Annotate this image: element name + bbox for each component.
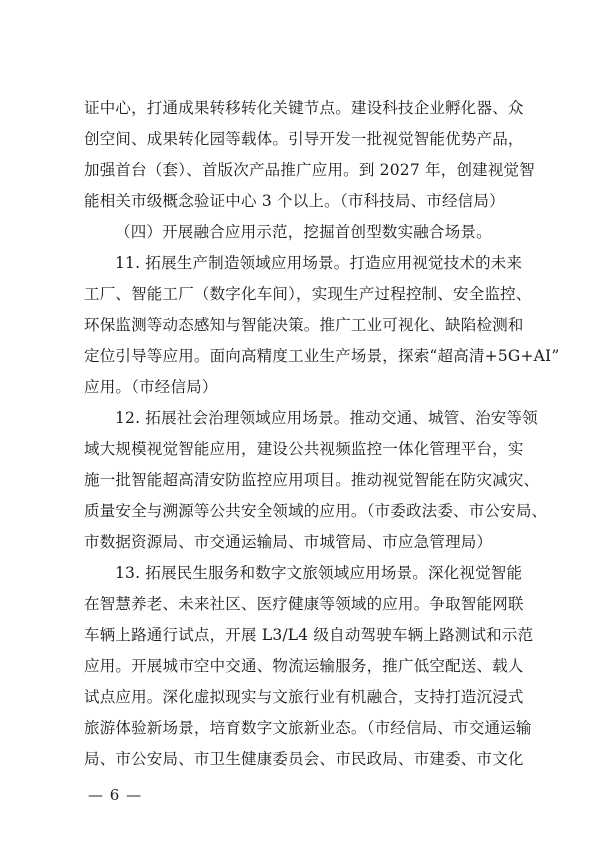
text-line: 应用。（市经信局） [84, 378, 218, 396]
text-line: 市数据资源局、市交通运输局、市城管局、市应急管理局） [84, 533, 493, 551]
text-line: 加强首台（套）、首版次产品推广应用。到 2027 年，创建视觉智 [84, 161, 535, 179]
paragraph-13-heading: 13. 拓展民生服务和数字文旅领域应用场景。深化视觉智能 [115, 564, 523, 582]
text-line: 旅游体验新场景，培育数字文旅新业态。（市经信局、市交通运输 [84, 719, 532, 737]
text-line: 能相关市级概念验证中心 3 个以上。（市科技局、市经信局） [84, 192, 505, 210]
text-line: 证中心，打通成果转移转化关键节点。建设科技企业孵化器、众 [84, 99, 524, 117]
text-line: 局、市公安局、市卫生健康委员会、市民政局、市建委、市文化 [84, 750, 524, 768]
text-line: 试点应用。深化虚拟现实与文旅行业有机融合，支持打造沉浸式 [84, 688, 524, 706]
text-line: 创空间、成果转化园等载体。引导开发一批视觉智能优势产品， [84, 130, 524, 148]
section-heading: （四）开展融合应用示范，挖掘首创型数实融合场景。 [115, 223, 492, 241]
text-line: 定位引导等应用。面向高精度工业生产场景，探索“超高清+5G+AI” [84, 347, 560, 365]
text-line: 车辆上路通行试点，开展 L3/L4 级自动驾驶车辆上路测试和示范 [84, 626, 534, 644]
paragraph-11-heading: 11. 拓展生产制造领域应用场景。打造应用视觉技术的未来 [115, 254, 523, 272]
text-line: 质量安全与溯源等公共安全领域的应用。（市委政法委、市公安局、 [84, 502, 548, 520]
text-line: 在智慧养老、未来社区、医疗健康等领域的应用。争取智能网联 [84, 595, 524, 613]
page-number: — 6 — [88, 786, 143, 804]
text-line: 应用。开展城市空中交通、物流运输服务，推广低空配送、载人 [84, 657, 524, 675]
text-line: 工厂、智能工厂（数字化车间），实现生产过程控制、安全监控、 [84, 285, 532, 303]
text-line: 域大规模视觉智能应用，建设公共视频监控一体化管理平台，实 [84, 440, 524, 458]
body-text [84, 93, 560, 775]
text-line: 施一批智能超高清安防监控应用项目。推动视觉智能在防灾减灾、 [84, 471, 540, 489]
paragraph-12-heading: 12. 拓展社会治理领域应用场景。推动交通、城管、治安等领 [115, 409, 538, 427]
text-line: 环保监测等动态感知与智能决策。推广工业可视化、缺陷检测和 [84, 316, 524, 334]
